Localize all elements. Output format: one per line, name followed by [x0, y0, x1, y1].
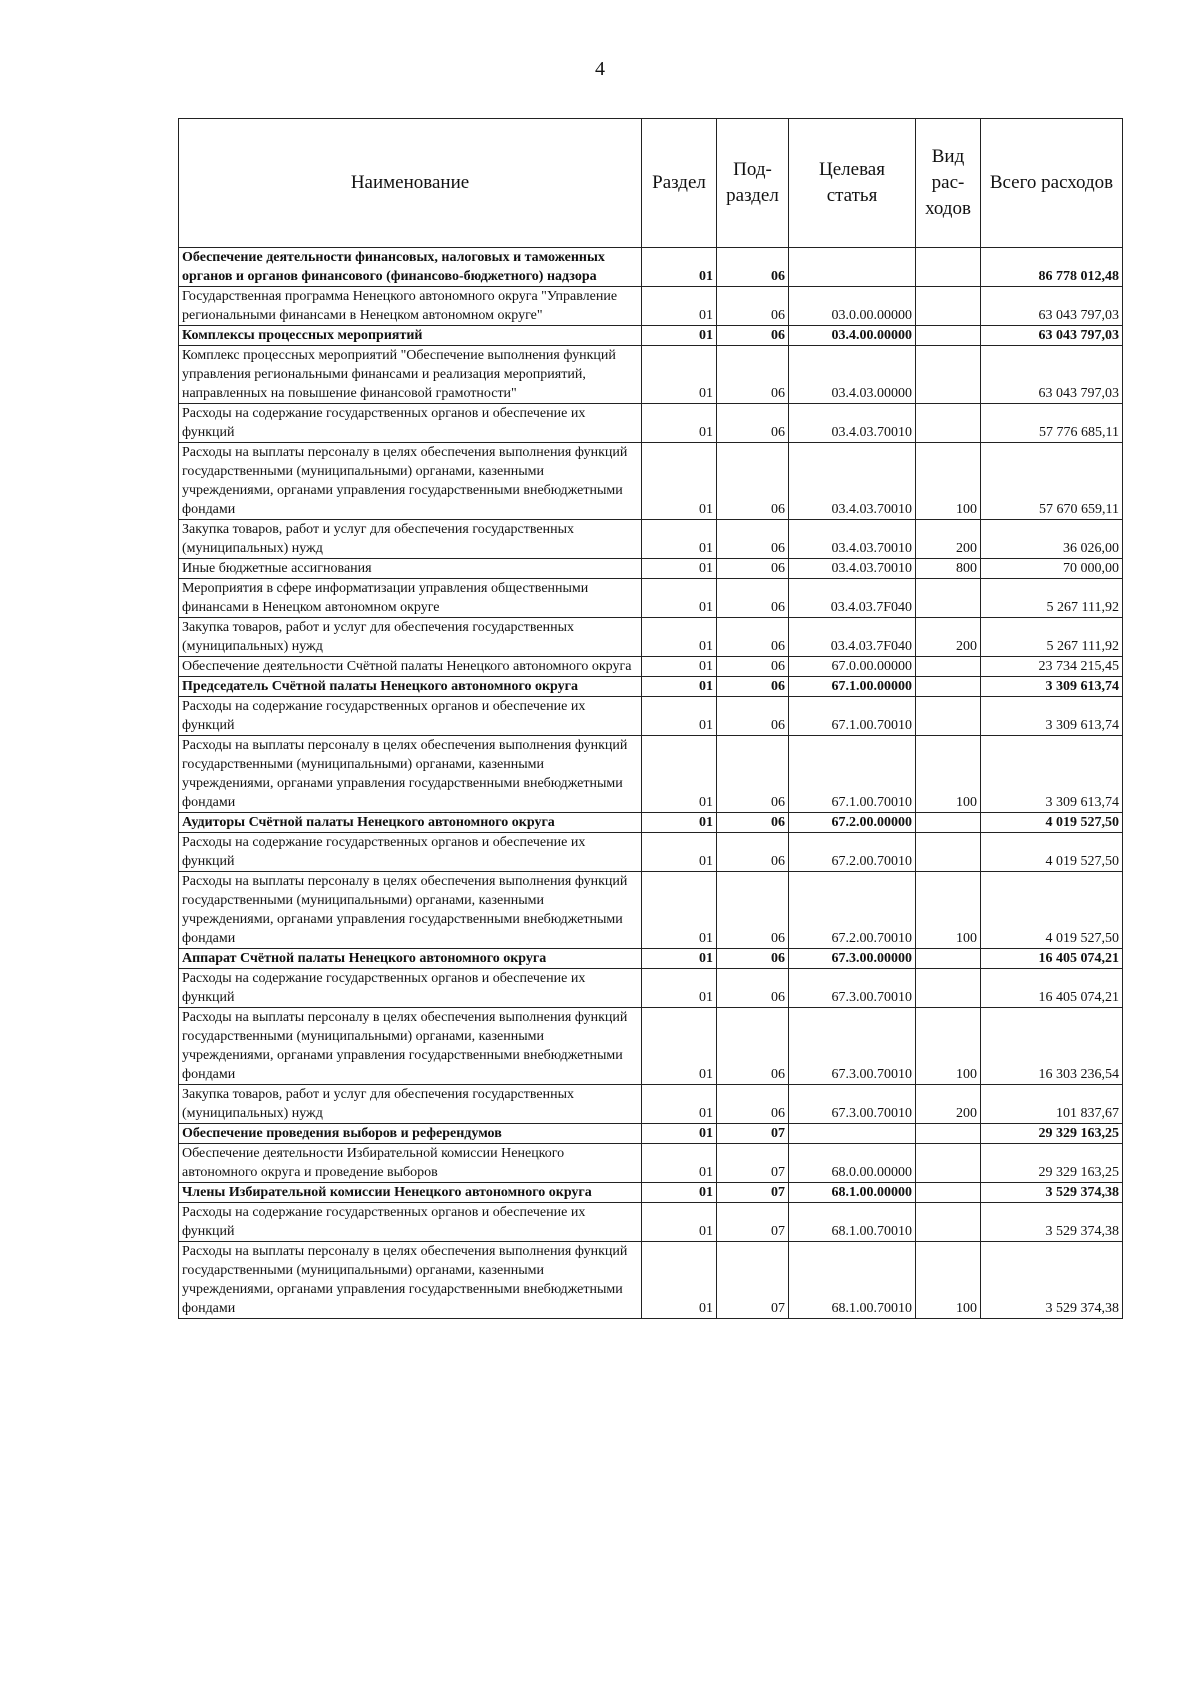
- row-total-cell: 3 529 374,38: [981, 1183, 1123, 1203]
- row-total-cell: 36 026,00: [981, 520, 1123, 559]
- row-type-cell: 200: [916, 618, 981, 657]
- row-section-cell: 01: [642, 949, 717, 969]
- row-total-cell: 4 019 527,50: [981, 833, 1123, 872]
- row-name-cell: Аудиторы Счётной палаты Ненецкого автономного округа: [179, 813, 642, 833]
- header-target-article: Целевая статья: [789, 119, 916, 248]
- row-name-cell: Закупка товаров, работ и услуг для обеспечения государственных (муниципальных) нужд: [179, 1085, 642, 1124]
- row-target-cell: 03.4.03.00000: [789, 346, 916, 404]
- header-name: Наименование: [179, 119, 642, 248]
- row-target-cell: 67.3.00.70010: [789, 969, 916, 1008]
- row-subsection-cell: 06: [717, 1008, 789, 1085]
- row-type-cell: [916, 404, 981, 443]
- row-target-cell: 03.4.03.70010: [789, 520, 916, 559]
- row-subsection-cell: 06: [717, 346, 789, 404]
- row-total-cell: 63 043 797,03: [981, 287, 1123, 326]
- row-target-cell: 68.1.00.00000: [789, 1183, 916, 1203]
- table-row: [179, 697, 1123, 736]
- row-section-cell: 01: [642, 443, 717, 520]
- table-row: [179, 443, 1123, 520]
- table-row: [179, 949, 1123, 969]
- row-subsection-cell: 07: [717, 1183, 789, 1203]
- row-type-cell: 100: [916, 1008, 981, 1085]
- row-name-cell: Обеспечение деятельности Счётной палаты Ненецкого автономного округа: [179, 657, 642, 677]
- row-name-cell: Расходы на выплаты персоналу в целях обеспечения выполнения функций государственными (муниципальными) органами, казенными учреждениями, органами управления государственными внебюджетными фондами: [179, 872, 642, 949]
- row-total-cell: 29 329 163,25: [981, 1124, 1123, 1144]
- row-name-cell: Государственная программа Ненецкого автономного округа "Управление региональными финансами в Ненецком автономном округе": [179, 287, 642, 326]
- row-name-cell: Расходы на содержание государственных органов и обеспечение их функций: [179, 833, 642, 872]
- table-row: [179, 1008, 1123, 1085]
- row-section-cell: 01: [642, 833, 717, 872]
- row-section-cell: 01: [642, 1008, 717, 1085]
- row-subsection-cell: 06: [717, 287, 789, 326]
- row-type-cell: [916, 833, 981, 872]
- table-row: [179, 559, 1123, 579]
- row-total-cell: 23 734 215,45: [981, 657, 1123, 677]
- row-total-cell: 101 837,67: [981, 1085, 1123, 1124]
- table-body: [179, 248, 1123, 1319]
- row-section-cell: 01: [642, 736, 717, 813]
- row-section-cell: 01: [642, 404, 717, 443]
- row-target-cell: 67.2.00.70010: [789, 833, 916, 872]
- row-type-cell: 100: [916, 1242, 981, 1319]
- row-section-cell: 01: [642, 969, 717, 1008]
- row-section-cell: 01: [642, 697, 717, 736]
- row-section-cell: 01: [642, 657, 717, 677]
- table-row: [179, 833, 1123, 872]
- row-type-cell: [916, 657, 981, 677]
- row-subsection-cell: 06: [717, 949, 789, 969]
- row-section-cell: 01: [642, 326, 717, 346]
- row-target-cell: [789, 248, 916, 287]
- row-type-cell: [916, 287, 981, 326]
- table-row: [179, 657, 1123, 677]
- row-section-cell: 01: [642, 677, 717, 697]
- row-name-cell: Расходы на содержание государственных органов и обеспечение их функций: [179, 1203, 642, 1242]
- table-row: [179, 969, 1123, 1008]
- header-section: Раздел: [642, 119, 717, 248]
- row-subsection-cell: 06: [717, 813, 789, 833]
- row-total-cell: 16 303 236,54: [981, 1008, 1123, 1085]
- table-row: [179, 346, 1123, 404]
- row-name-cell: Расходы на содержание государственных органов и обеспечение их функций: [179, 969, 642, 1008]
- row-subsection-cell: 06: [717, 969, 789, 1008]
- row-name-cell: Обеспечение проведения выборов и референдумов: [179, 1124, 642, 1144]
- row-section-cell: 01: [642, 813, 717, 833]
- row-target-cell: 67.3.00.00000: [789, 949, 916, 969]
- row-total-cell: 5 267 111,92: [981, 579, 1123, 618]
- row-target-cell: 67.2.00.70010: [789, 872, 916, 949]
- row-subsection-cell: 06: [717, 618, 789, 657]
- row-subsection-cell: 06: [717, 657, 789, 677]
- row-type-cell: 200: [916, 1085, 981, 1124]
- table-row: [179, 736, 1123, 813]
- row-type-cell: [916, 677, 981, 697]
- row-total-cell: 3 309 613,74: [981, 677, 1123, 697]
- row-subsection-cell: 07: [717, 1124, 789, 1144]
- row-section-cell: 01: [642, 1242, 717, 1319]
- row-subsection-cell: 06: [717, 559, 789, 579]
- header-subsection: Под-раздел: [717, 119, 789, 248]
- row-total-cell: 3 309 613,74: [981, 736, 1123, 813]
- row-type-cell: [916, 579, 981, 618]
- row-section-cell: 01: [642, 346, 717, 404]
- row-target-cell: [789, 1124, 916, 1144]
- budget-table: [178, 118, 1123, 1319]
- row-section-cell: 01: [642, 248, 717, 287]
- row-subsection-cell: 06: [717, 443, 789, 520]
- row-target-cell: 67.1.00.70010: [789, 697, 916, 736]
- table-row: [179, 579, 1123, 618]
- row-total-cell: 5 267 111,92: [981, 618, 1123, 657]
- row-type-cell: [916, 969, 981, 1008]
- row-name-cell: Закупка товаров, работ и услуг для обеспечения государственных (муниципальных) нужд: [179, 618, 642, 657]
- row-type-cell: [916, 697, 981, 736]
- row-target-cell: 67.3.00.70010: [789, 1008, 916, 1085]
- row-subsection-cell: 07: [717, 1242, 789, 1319]
- row-name-cell: Расходы на выплаты персоналу в целях обеспечения выполнения функций государственными (муниципальными) органами, казенными учреждениями, органами управления государственными внебюджетными фондами: [179, 1008, 642, 1085]
- table-row: [179, 677, 1123, 697]
- row-subsection-cell: 06: [717, 326, 789, 346]
- row-subsection-cell: 06: [717, 872, 789, 949]
- table-row: [179, 520, 1123, 559]
- row-total-cell: 3 529 374,38: [981, 1203, 1123, 1242]
- row-name-cell: Обеспечение деятельности Избирательной комиссии Ненецкого автономного округа и проведение выборов: [179, 1144, 642, 1183]
- table-row: [179, 326, 1123, 346]
- row-total-cell: 29 329 163,25: [981, 1144, 1123, 1183]
- row-target-cell: 03.4.03.7F040: [789, 618, 916, 657]
- row-target-cell: 68.0.00.00000: [789, 1144, 916, 1183]
- row-total-cell: 4 019 527,50: [981, 813, 1123, 833]
- row-target-cell: 03.4.00.00000: [789, 326, 916, 346]
- row-type-cell: 100: [916, 736, 981, 813]
- row-section-cell: 01: [642, 1203, 717, 1242]
- table-row: [179, 1203, 1123, 1242]
- row-type-cell: [916, 1203, 981, 1242]
- row-name-cell: Аппарат Счётной палаты Ненецкого автономного округа: [179, 949, 642, 969]
- row-name-cell: Расходы на содержание государственных органов и обеспечение их функций: [179, 697, 642, 736]
- table-row: [179, 1144, 1123, 1183]
- table-row: [179, 1124, 1123, 1144]
- row-name-cell: Закупка товаров, работ и услуг для обеспечения государственных (муниципальных) нужд: [179, 520, 642, 559]
- row-total-cell: 3 529 374,38: [981, 1242, 1123, 1319]
- row-target-cell: 68.1.00.70010: [789, 1203, 916, 1242]
- table-row: [179, 1242, 1123, 1319]
- table-row: [179, 287, 1123, 326]
- row-type-cell: [916, 346, 981, 404]
- row-name-cell: Расходы на выплаты персоналу в целях обеспечения выполнения функций государственными (муниципальными) органами, казенными учреждениями, органами управления государственными внебюджетными фондами: [179, 443, 642, 520]
- row-subsection-cell: 06: [717, 697, 789, 736]
- row-section-cell: 01: [642, 579, 717, 618]
- row-section-cell: 01: [642, 1085, 717, 1124]
- row-section-cell: 01: [642, 559, 717, 579]
- row-target-cell: 67.1.00.00000: [789, 677, 916, 697]
- row-subsection-cell: 07: [717, 1203, 789, 1242]
- table-row: [179, 813, 1123, 833]
- row-subsection-cell: 06: [717, 736, 789, 813]
- table-row: [179, 1183, 1123, 1203]
- row-target-cell: 03.4.03.70010: [789, 443, 916, 520]
- row-name-cell: Расходы на выплаты персоналу в целях обеспечения выполнения функций государственными (муниципальными) органами, казенными учреждениями, органами управления государственными внебюджетными фондами: [179, 1242, 642, 1319]
- row-type-cell: [916, 1124, 981, 1144]
- row-total-cell: 4 019 527,50: [981, 872, 1123, 949]
- row-type-cell: 100: [916, 872, 981, 949]
- table-row: [179, 1085, 1123, 1124]
- row-name-cell: Члены Избирательной комиссии Ненецкого автономного округа: [179, 1183, 642, 1203]
- row-section-cell: 01: [642, 618, 717, 657]
- row-name-cell: Комплекс процессных мероприятий "Обеспечение выполнения функций управления региональными финансами и реализация мероприятий, направленных на повышение финансовой грамотности": [179, 346, 642, 404]
- row-target-cell: 03.4.03.7F040: [789, 579, 916, 618]
- row-total-cell: 16 405 074,21: [981, 949, 1123, 969]
- table-row: [179, 248, 1123, 287]
- row-total-cell: 86 778 012,48: [981, 248, 1123, 287]
- row-type-cell: [916, 1144, 981, 1183]
- row-name-cell: Мероприятия в сфере информатизации управления общественными финансами в Ненецком автономном округе: [179, 579, 642, 618]
- row-type-cell: 800: [916, 559, 981, 579]
- row-section-cell: 01: [642, 872, 717, 949]
- row-target-cell: 67.3.00.70010: [789, 1085, 916, 1124]
- row-subsection-cell: 06: [717, 1085, 789, 1124]
- row-total-cell: 57 670 659,11: [981, 443, 1123, 520]
- row-total-cell: 57 776 685,11: [981, 404, 1123, 443]
- row-name-cell: Иные бюджетные ассигнования: [179, 559, 642, 579]
- row-subsection-cell: 06: [717, 677, 789, 697]
- row-name-cell: Обеспечение деятельности финансовых, налоговых и таможенных органов и органов финансового (финансово-бюджетного) надзора: [179, 248, 642, 287]
- row-type-cell: [916, 248, 981, 287]
- row-name-cell: Председатель Счётной палаты Ненецкого автономного округа: [179, 677, 642, 697]
- row-target-cell: 67.0.00.00000: [789, 657, 916, 677]
- row-target-cell: 68.1.00.70010: [789, 1242, 916, 1319]
- table-row: [179, 618, 1123, 657]
- table-row: [179, 872, 1123, 949]
- row-section-cell: 01: [642, 1183, 717, 1203]
- row-type-cell: [916, 813, 981, 833]
- row-type-cell: 100: [916, 443, 981, 520]
- row-total-cell: 16 405 074,21: [981, 969, 1123, 1008]
- row-subsection-cell: 07: [717, 1144, 789, 1183]
- row-target-cell: 03.4.03.70010: [789, 559, 916, 579]
- row-subsection-cell: 06: [717, 404, 789, 443]
- row-section-cell: 01: [642, 520, 717, 559]
- row-total-cell: 63 043 797,03: [981, 346, 1123, 404]
- row-type-cell: [916, 326, 981, 346]
- row-section-cell: 01: [642, 287, 717, 326]
- row-total-cell: 3 309 613,74: [981, 697, 1123, 736]
- row-target-cell: 03.0.00.00000: [789, 287, 916, 326]
- table-row: [179, 404, 1123, 443]
- page-number: 4: [595, 58, 605, 80]
- row-subsection-cell: 06: [717, 579, 789, 618]
- header-expense-type: Вид рас-ходов: [916, 119, 981, 248]
- row-type-cell: 200: [916, 520, 981, 559]
- header-total: Всего расходов: [981, 119, 1123, 248]
- row-target-cell: 67.1.00.70010: [789, 736, 916, 813]
- row-type-cell: [916, 949, 981, 969]
- row-name-cell: Расходы на выплаты персоналу в целях обеспечения выполнения функций государственными (муниципальными) органами, казенными учреждениями, органами управления государственными внебюджетными фондами: [179, 736, 642, 813]
- row-section-cell: 01: [642, 1124, 717, 1144]
- row-total-cell: 70 000,00: [981, 559, 1123, 579]
- row-section-cell: 01: [642, 1144, 717, 1183]
- row-subsection-cell: 06: [717, 520, 789, 559]
- row-total-cell: 63 043 797,03: [981, 326, 1123, 346]
- row-type-cell: [916, 1183, 981, 1203]
- row-name-cell: Расходы на содержание государственных органов и обеспечение их функций: [179, 404, 642, 443]
- row-target-cell: 03.4.03.70010: [789, 404, 916, 443]
- row-subsection-cell: 06: [717, 833, 789, 872]
- row-name-cell: Комплексы процессных мероприятий: [179, 326, 642, 346]
- row-target-cell: 67.2.00.00000: [789, 813, 916, 833]
- table-header-row: [179, 119, 1123, 248]
- row-subsection-cell: 06: [717, 248, 789, 287]
